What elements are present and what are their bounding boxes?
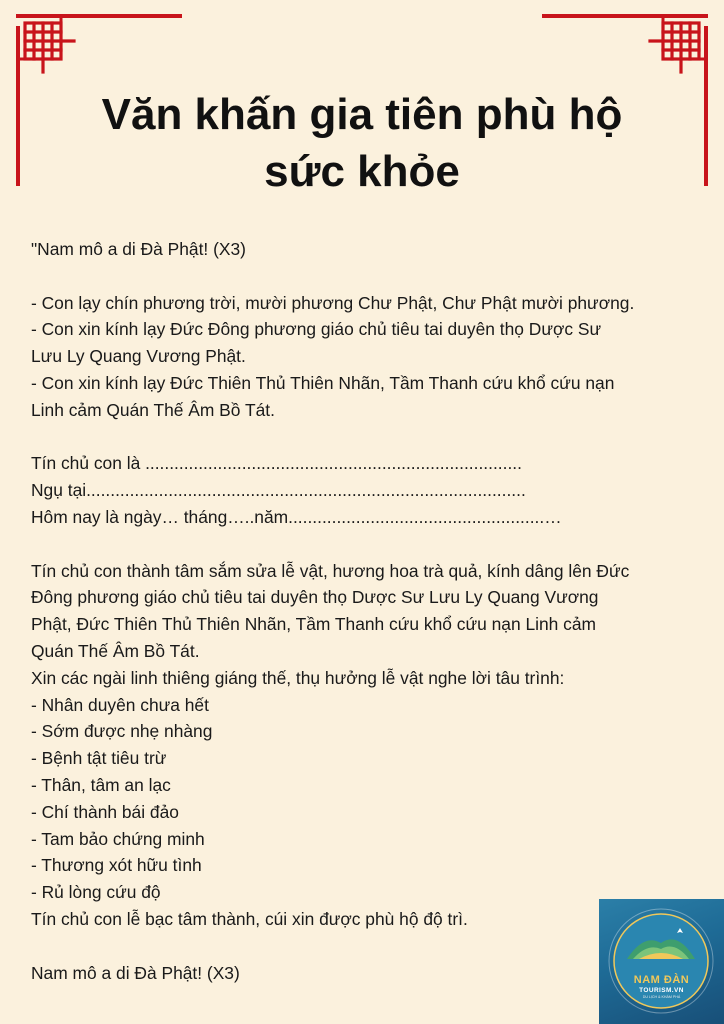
text-line: - Nhân duyên chưa hết bbox=[31, 694, 209, 715]
page-title-line-1: Văn khấn gia tiên phù hộ bbox=[101, 90, 623, 139]
logo-sub-text: TOURISM.VN bbox=[639, 987, 684, 994]
blank-line bbox=[31, 424, 691, 451]
text-line: - Chí thành bái đảo bbox=[31, 801, 179, 822]
text-line: Tín chủ con thành tâm sắm sửa lễ vật, hương hoa trà quả, kính dâng lên Đức bbox=[31, 560, 630, 581]
text-line: - Thân, tâm an lạc bbox=[31, 774, 171, 795]
text-line: "Nam mô a di Đà Phật! (X3) bbox=[31, 239, 246, 259]
text-line: - Thương xót hữu tình bbox=[31, 855, 202, 876]
text-line: - Sớm được nhẹ nhàng bbox=[31, 721, 213, 742]
text-line: - Tam bảo chứng minh bbox=[31, 828, 205, 849]
prayer-text bbox=[31, 236, 691, 986]
text-line: Xin các ngài linh thiêng giáng thế, thụ hưởng lễ vật nghe lời tâu trình: bbox=[31, 667, 565, 688]
text-line: Phật, Đức Thiên Thủ Thiên Nhãn, Tầm Thanh cứu khổ cứu nạn Linh cảm bbox=[31, 614, 597, 635]
text-line: Linh cảm Quán Thế Âm Bồ Tát. bbox=[31, 399, 275, 420]
text-line: - Con lạy chín phương trời, mười phương Chư Phật, Chư Phật mười phương. bbox=[31, 292, 635, 313]
text-line: Nam mô a di Đà Phật! (X3) bbox=[31, 962, 240, 983]
mountain-landscape-emblem-icon bbox=[599, 899, 724, 1024]
text-line: Tín chủ con lễ bạc tâm thành, cúi xin được phù hộ độ trì. bbox=[31, 908, 468, 929]
text-line: Quán Thế Âm Bồ Tát. bbox=[31, 640, 200, 661]
blank-line bbox=[31, 263, 691, 290]
text-line: Tín chủ con là .............................................................................. bbox=[31, 453, 522, 474]
text-line: Đông phương giáo chủ tiêu tai duyên thọ Dược Sư Lưu Ly Quang Vương bbox=[31, 587, 599, 608]
blank-line bbox=[31, 531, 691, 558]
text-line: Lưu Ly Quang Vương Phật. bbox=[31, 346, 246, 367]
text-line: - Rủ lòng cứu độ bbox=[31, 882, 161, 903]
logo-name-text: NAM ĐÀN bbox=[633, 974, 690, 986]
text-line: Hôm nay là ngày… tháng…..năm.....................................................… bbox=[31, 506, 562, 527]
text-line: - Con xin kính lạy Đức Đông phương giáo chủ tiêu tai duyên thọ Dược Sư bbox=[31, 319, 602, 340]
text-line: Ngụ tại........................................................................................... bbox=[31, 480, 526, 501]
page-title-line-2: sức khỏe bbox=[264, 147, 460, 196]
text-line: - Con xin kính lạy Đức Thiên Thủ Thiên Nhãn, Tầm Thanh cứu khổ cứu nạn bbox=[31, 372, 615, 393]
logo-tag-text: DU LỊCH & KHÁM PHÁ bbox=[642, 995, 681, 999]
text-line: - Bệnh tật tiêu trừ bbox=[31, 748, 167, 769]
blank-line bbox=[31, 933, 691, 960]
page-title bbox=[40, 86, 684, 200]
nam-dan-tourism-logo bbox=[599, 899, 724, 1024]
